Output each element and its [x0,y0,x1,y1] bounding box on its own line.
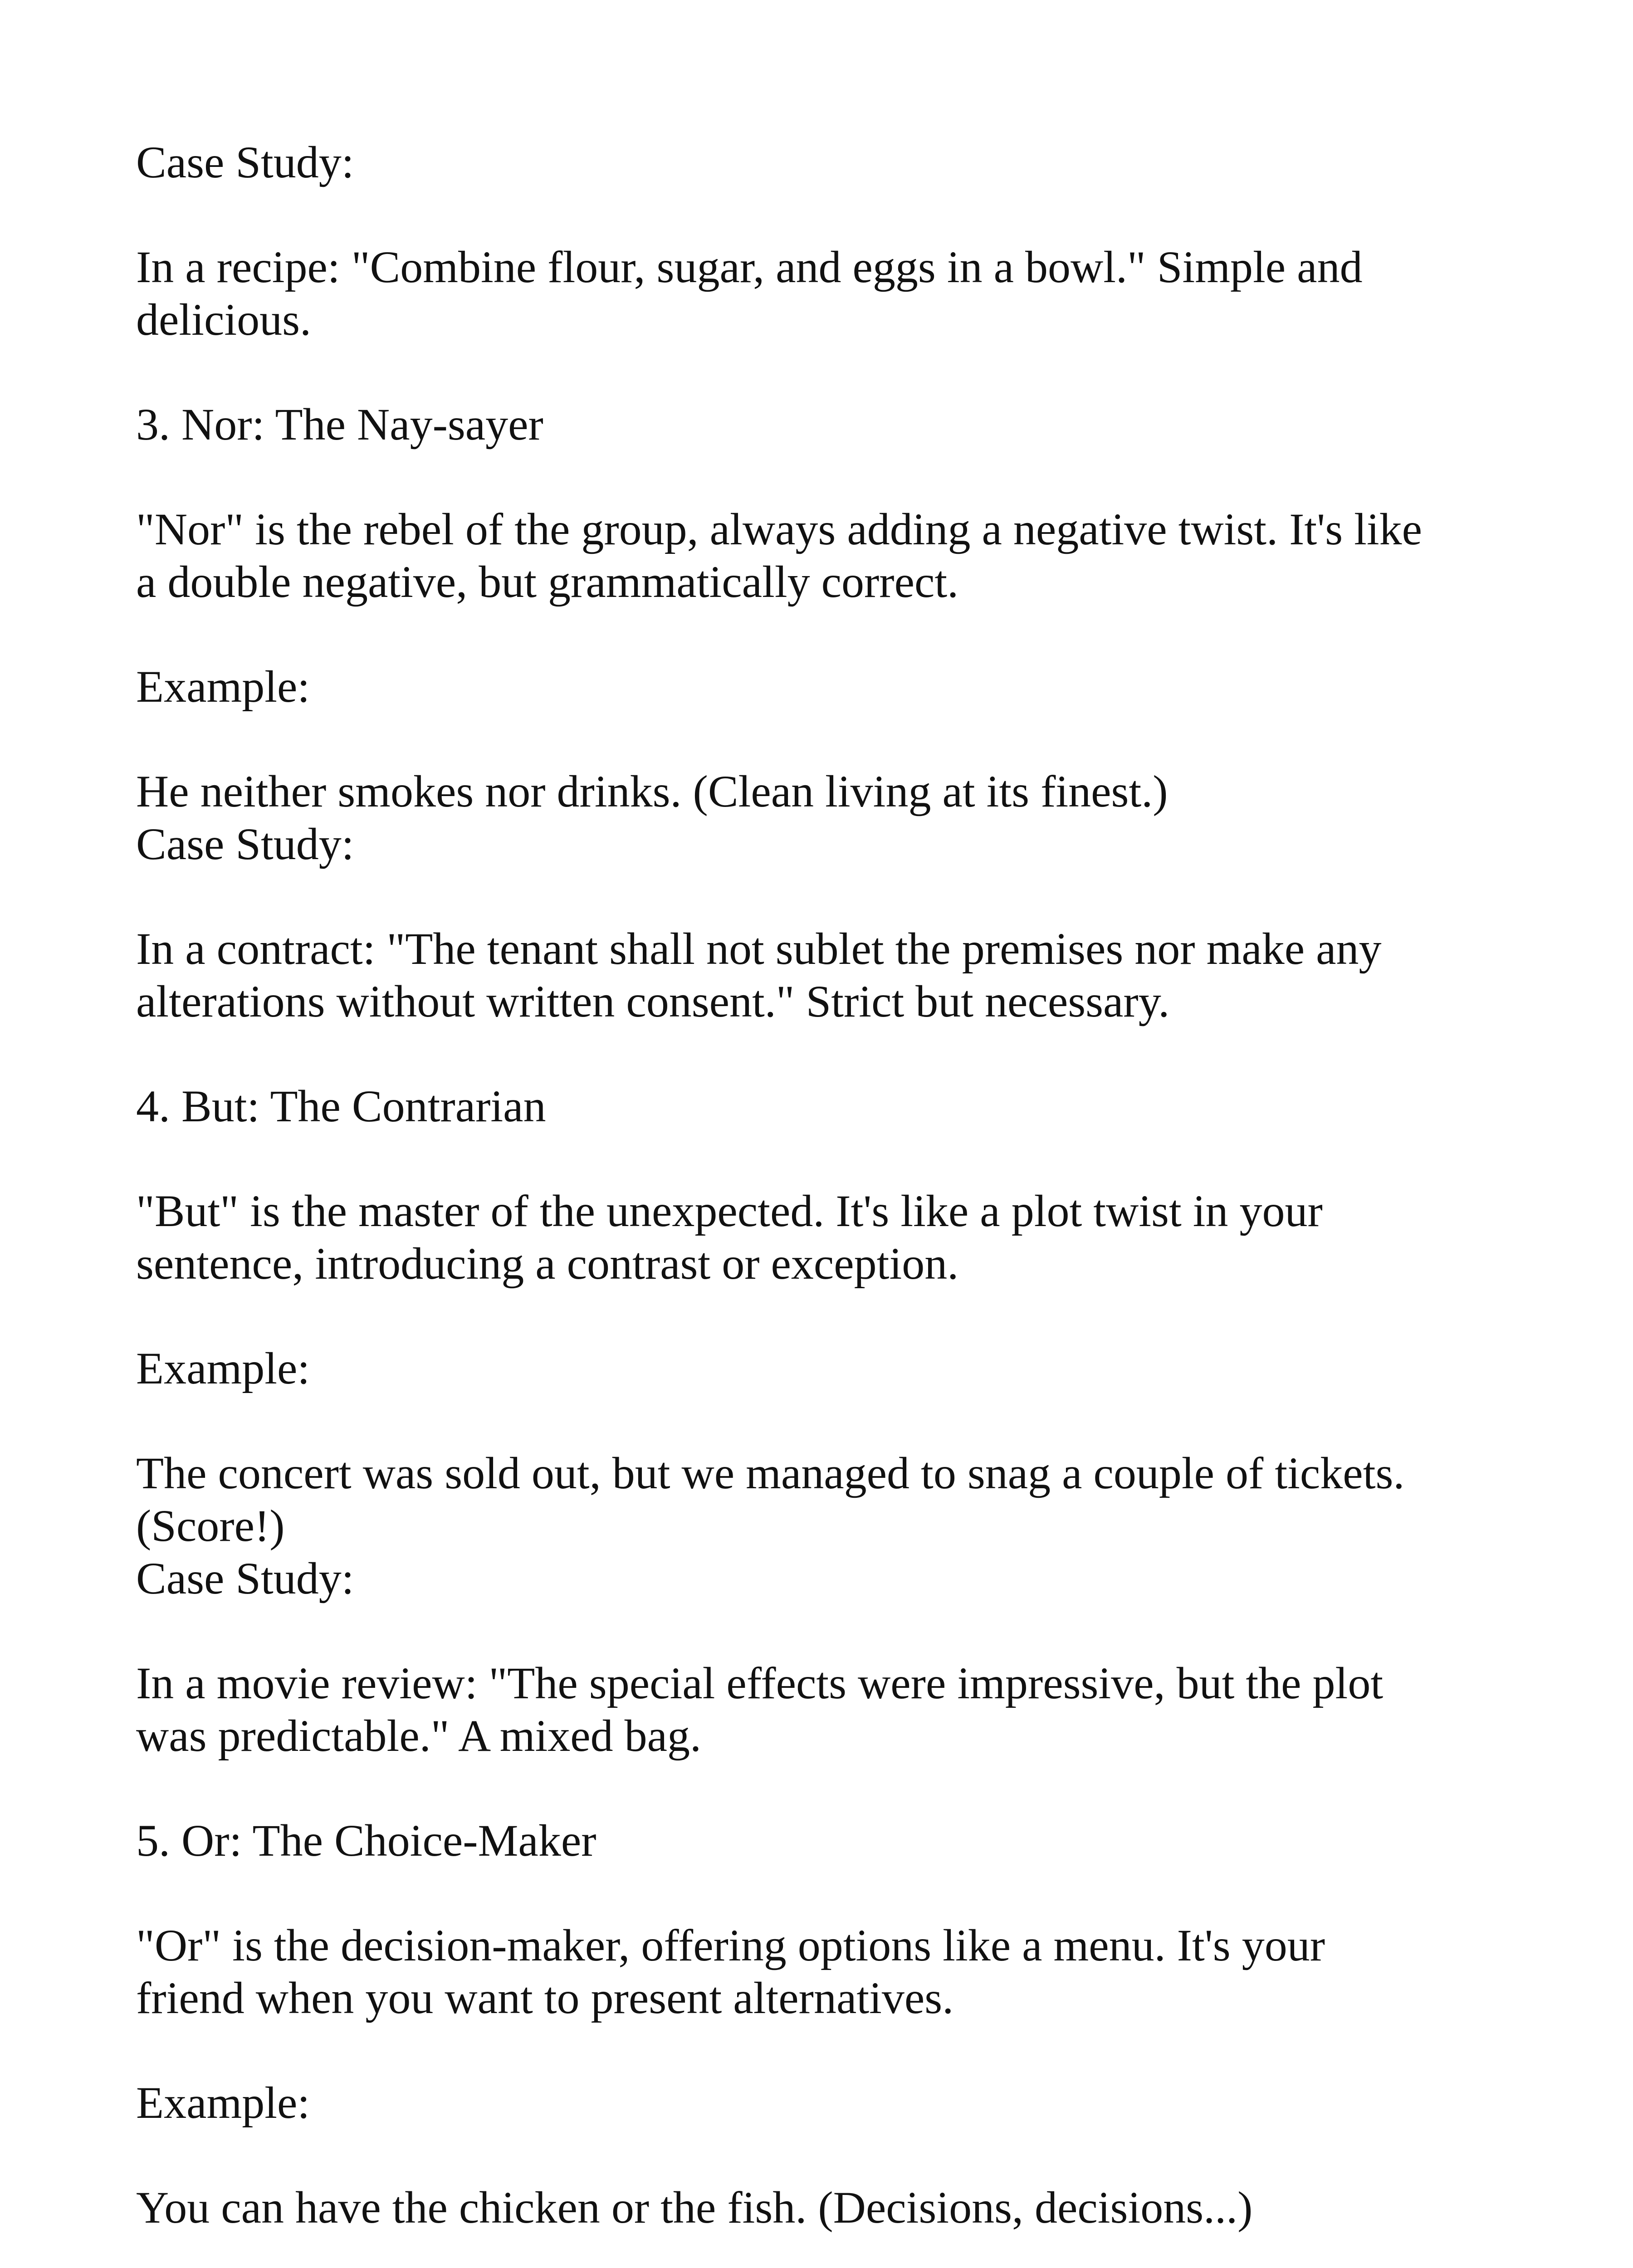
but-example-text: The concert was sold out, but we managed to snag a couple of tickets. (Score!) Case Study: [136,1448,1405,1603]
page-body [136,136,1452,2234]
section-heading-nor: 3. Nor: The Nay-sayer [136,399,543,450]
nor-example-text: He neither smokes nor drinks. (Clean living at its finest.) Case Study: [136,766,1168,869]
example-label: Example: [136,1343,310,1393]
nor-description: "Nor" is the rebel of the group, always adding a negative twist. It's like a double negative, but grammatically correct. [136,504,1423,607]
or-example-text: You can have the chicken or the fish. (Decisions, decisions...) [136,2182,1253,2233]
section-heading-but: 4. But: The Contrarian [136,1081,546,1131]
section-heading-or: 5. Or: The Choice-Maker [136,1815,596,1866]
but-description: "But" is the master of the unexpected. It's like a plot twist in your sentence, introducing a contrast or exception. [136,1186,1323,1289]
example-label: Example: [136,661,310,712]
case-study-label: Case Study: [136,137,354,187]
contract-case-text: In a contract: "The tenant shall not sublet the premises nor make any alterations without written consent." Strict but necessary. [136,924,1382,1026]
or-description: "Or" is the decision-maker, offering options like a menu. It's your friend when you want to present alternatives. [136,1920,1325,2023]
example-label: Example: [136,2077,310,2128]
recipe-case-text: In a recipe: "Combine flour, sugar, and eggs in a bowl." Simple and delicious. [136,242,1363,345]
movie-case-text: In a movie review: "The special effects were impressive, but the plot was predictable." A mixed bag. [136,1658,1384,1761]
